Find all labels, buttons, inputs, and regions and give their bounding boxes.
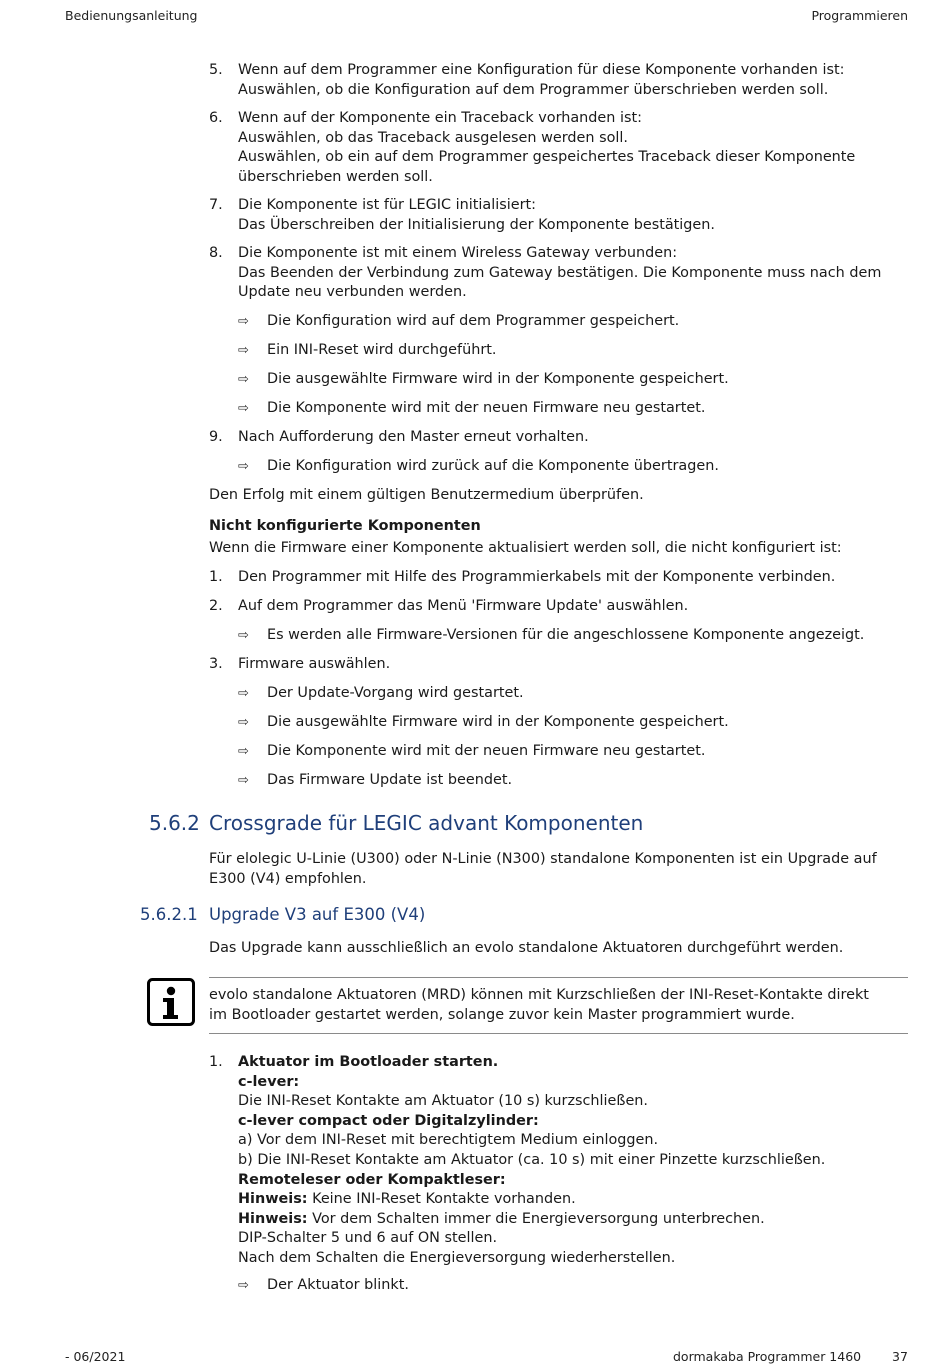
step-text: Die Komponente ist für LEGIC initialisiert: Das Überschreiben der Initialisierung der Komponente bestätigen. (238, 197, 715, 233)
result-text: Die Konfiguration wird auf dem Programmer gespeichert. (267, 313, 680, 329)
step-number: 7. (209, 197, 223, 213)
result-arrow-icon: ⇨ (238, 372, 249, 387)
success-text: Den Erfolg mit einem gültigen Benutzermedium überprüfen. (209, 487, 644, 503)
step-text: Auf dem Programmer das Menü 'Firmware Update' auswählen. (238, 598, 689, 614)
section-text: Für elolegic U-Linie (U300) oder N-Linie (N300) standalone Komponenten ist ein Upgrade auf E300 (V4) empfohlen. (209, 851, 877, 887)
step-number: 1. (209, 569, 223, 585)
result-text: Es werden alle Firmware-Versionen für die angeschlossene Komponente angezeigt. (267, 627, 865, 643)
header-right: Programmieren (811, 8, 908, 23)
step-number: 3. (209, 656, 223, 672)
step-text: Wenn auf der Komponente ein Traceback vorhanden ist: Auswählen, ob das Traceback ausgelesen werden soll. Auswählen, ob ein auf dem Programmer gespeichertes Traceback dieser Komponente überschrieben werden soll. (238, 110, 856, 185)
footer-date: - 06/2021 (65, 1349, 126, 1364)
step-text: Wenn auf dem Programmer eine Konfiguration für diese Komponente vorhanden ist: Auswählen, ob die Konfiguration auf dem Programmer überschrieben werden soll. (238, 62, 845, 98)
step-number: 8. (209, 245, 223, 261)
result-arrow-icon: ⇨ (238, 773, 249, 788)
result-text: Die Komponente wird mit der neuen Firmware neu gestartet. (267, 743, 706, 759)
result-arrow-icon: ⇨ (238, 628, 249, 643)
footer-product: dormakaba Programmer 1460 (673, 1349, 862, 1364)
result-text: Die ausgewählte Firmware wird in der Komponente gespeichert. (267, 371, 729, 387)
step-number: 1. (209, 1054, 223, 1070)
subheading: Nicht konfigurierte Komponenten (209, 518, 481, 534)
result-arrow-icon: ⇨ (238, 715, 249, 730)
step-number: 9. (209, 429, 223, 445)
page-number: 37 (892, 1349, 908, 1364)
info-rule-top (209, 977, 908, 978)
result-arrow-icon: ⇨ (238, 744, 249, 759)
result-arrow-icon: ⇨ (238, 401, 249, 416)
result-arrow-icon: ⇨ (238, 1278, 249, 1293)
result-text: Der Aktuator blinkt. (267, 1277, 409, 1293)
step-number: 6. (209, 110, 223, 126)
section-number: 5.6.2 (149, 811, 200, 835)
result-text: Die ausgewählte Firmware wird in der Komponente gespeichert. (267, 714, 729, 730)
result-text: Die Konfiguration wird zurück auf die Komponente übertragen. (267, 458, 719, 474)
result-arrow-icon: ⇨ (238, 314, 249, 329)
step-text: Firmware auswählen. (238, 656, 391, 672)
bootloader-step: Aktuator im Bootloader starten. c-lever: Die INI-Reset Kontakte am Aktuator (10 s) kurzschließen. c-lever compact oder Digitalzylinder: a) Vor dem INI-Reset mit berechtigtem Medium einloggen. b) Die INI-Reset Kontakte am Aktuator (ca. 10 s) mit einer Pinzette kurzschließen. Remoteleser oder Kompaktleser: Hinweis: Keine INI-Reset Kontakte vorhanden. Hinweis: Vor dem Schalten immer die Energieversorgung unterbrechen. DIP-Schalter 5 und 6 auf ON stellen. Nach dem Schalten die Energieversorgung wiederherstellen. (238, 1054, 826, 1266)
result-text: Der Update-Vorgang wird gestartet. (267, 685, 524, 701)
header-left: Bedienungsanleitung (65, 8, 198, 23)
result-arrow-icon: ⇨ (238, 686, 249, 701)
result-arrow-icon: ⇨ (238, 459, 249, 474)
step-number: 2. (209, 598, 223, 614)
info-text: evolo standalone Aktuatoren (MRD) können mit Kurzschließen der INI-Reset-Kontakte direkt im Bootloader gestartet werden, solange zuvor kein Master programmiert wurde. (209, 987, 869, 1023)
info-icon (146, 977, 196, 1027)
info-rule-bottom (209, 1033, 908, 1034)
intro-text: Wenn die Firmware einer Komponente aktualisiert werden soll, die nicht konfiguriert ist: (209, 540, 842, 556)
subsection-text: Das Upgrade kann ausschließlich an evolo standalone Aktuatoren durchgeführt werden. (209, 940, 844, 956)
result-text: Die Komponente wird mit der neuen Firmware neu gestartet. (267, 400, 706, 416)
step-number: 5. (209, 62, 223, 78)
step-text: Den Programmer mit Hilfe des Programmierkabels mit der Komponente verbinden. (238, 569, 836, 585)
result-text: Das Firmware Update ist beendet. (267, 772, 513, 788)
subsection-number: 5.6.2.1 (140, 905, 198, 924)
step-text: Die Komponente ist mit einem Wireless Gateway verbunden: Das Beenden der Verbindung zum Gateway bestätigen. Die Komponente muss nach dem Update neu verbunden werden. (238, 245, 882, 301)
step-text: Nach Aufforderung den Master erneut vorhalten. (238, 429, 589, 445)
result-arrow-icon: ⇨ (238, 343, 249, 358)
section-title: Crossgrade für LEGIC advant Komponenten (209, 811, 644, 835)
subsection-title: Upgrade V3 auf E300 (V4) (209, 905, 426, 924)
result-text: Ein INI-Reset wird durchgeführt. (267, 342, 497, 358)
